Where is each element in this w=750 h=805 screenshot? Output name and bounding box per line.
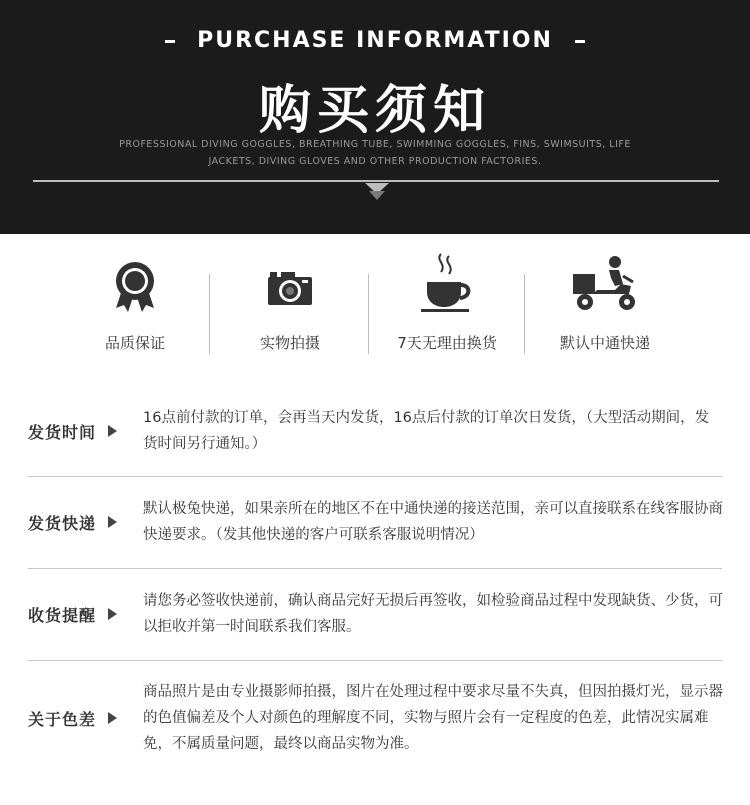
title-chinese: 购买须知 <box>258 81 491 141</box>
title-english <box>0 28 750 53</box>
service-label: 品质保证 <box>104 334 165 352</box>
info-row-title: 收货提醒 <box>28 605 97 625</box>
info-row-header <box>28 666 117 770</box>
info-row-title: 发货快递 <box>28 513 97 533</box>
info-row-receipt <box>28 572 722 656</box>
subtitle-line-1: PROFESSIONAL DIVING GOGGLES, BREATHING TUBE, SWIMMING GOGGLES, FINS, SWIMSUITS, LIFE <box>119 139 631 150</box>
title-dash-right <box>575 40 585 43</box>
service-separator <box>524 274 525 354</box>
title-english-text: PURCHASE INFORMATION <box>197 28 553 53</box>
medal-icon <box>112 260 158 314</box>
info-row-text: 默认极兔快递，如果亲所在的地区不在中通快递的接送范围，亲可以直接联系在线客服协商快递要求。（发其他快递的客户可联系客服说明情况） <box>143 501 723 543</box>
service-label: 实物拍摄 <box>259 334 320 352</box>
service-icons-row <box>58 250 692 360</box>
triangle-right-icon <box>108 516 117 528</box>
row-divider <box>28 568 722 569</box>
triangle-right-icon <box>108 712 117 724</box>
info-row-text: 请您务必签收快递前，确认商品完好无损后再签收，如检验商品过程中发现缺货、少货，可以拒收并第一时间联系我们客服。 <box>143 593 723 635</box>
service-label: 默认中通快递 <box>559 334 650 352</box>
info-row-shipping-time <box>28 390 722 472</box>
service-label: 7天无理由换货 <box>397 334 497 352</box>
info-row-header <box>28 572 117 656</box>
info-row-text: 16点前付款的订单，会再当天内发货，16点后付款的订单次日发货，（大型活动期间，发货时间另行通知。） <box>143 410 710 452</box>
subtitle-line-2: JACKETS, DIVING GLOVES AND OTHER PRODUCTION FACTORIES. <box>208 156 542 167</box>
info-row-text: 商品照片是由专业摄影师拍摄，图片在处理过程中要求尽量不失真，但因拍摄灯光，显示器的色值偏差及个人对颜色的理解度不同，实物与照片会有一定程度的色差，此情况实属难免，不属质量问题，最终以商品实物为准。 <box>143 684 723 752</box>
triangle-right-icon <box>108 608 117 620</box>
camera-icon <box>266 266 314 314</box>
coffee-cup-icon <box>419 252 475 314</box>
service-photo <box>213 250 367 360</box>
service-separator <box>368 274 369 354</box>
info-row-header <box>28 390 117 472</box>
title-dash-left <box>165 40 175 43</box>
row-divider <box>28 660 722 661</box>
info-row-color-difference <box>28 666 722 770</box>
header-banner <box>0 0 750 234</box>
service-quality <box>58 250 212 360</box>
delivery-scooter-icon <box>571 254 639 314</box>
info-row-courier <box>28 480 722 564</box>
service-separator <box>209 274 210 354</box>
service-exchange <box>370 250 524 360</box>
subtitle <box>100 136 650 170</box>
header-divider <box>33 180 719 182</box>
service-delivery <box>528 250 682 360</box>
info-row-title: 发货时间 <box>28 422 97 442</box>
info-row-title: 关于色差 <box>28 709 97 729</box>
info-row-header <box>28 480 117 564</box>
chevron-down-icon <box>365 183 389 203</box>
triangle-right-icon <box>108 425 117 437</box>
row-divider <box>28 476 722 477</box>
